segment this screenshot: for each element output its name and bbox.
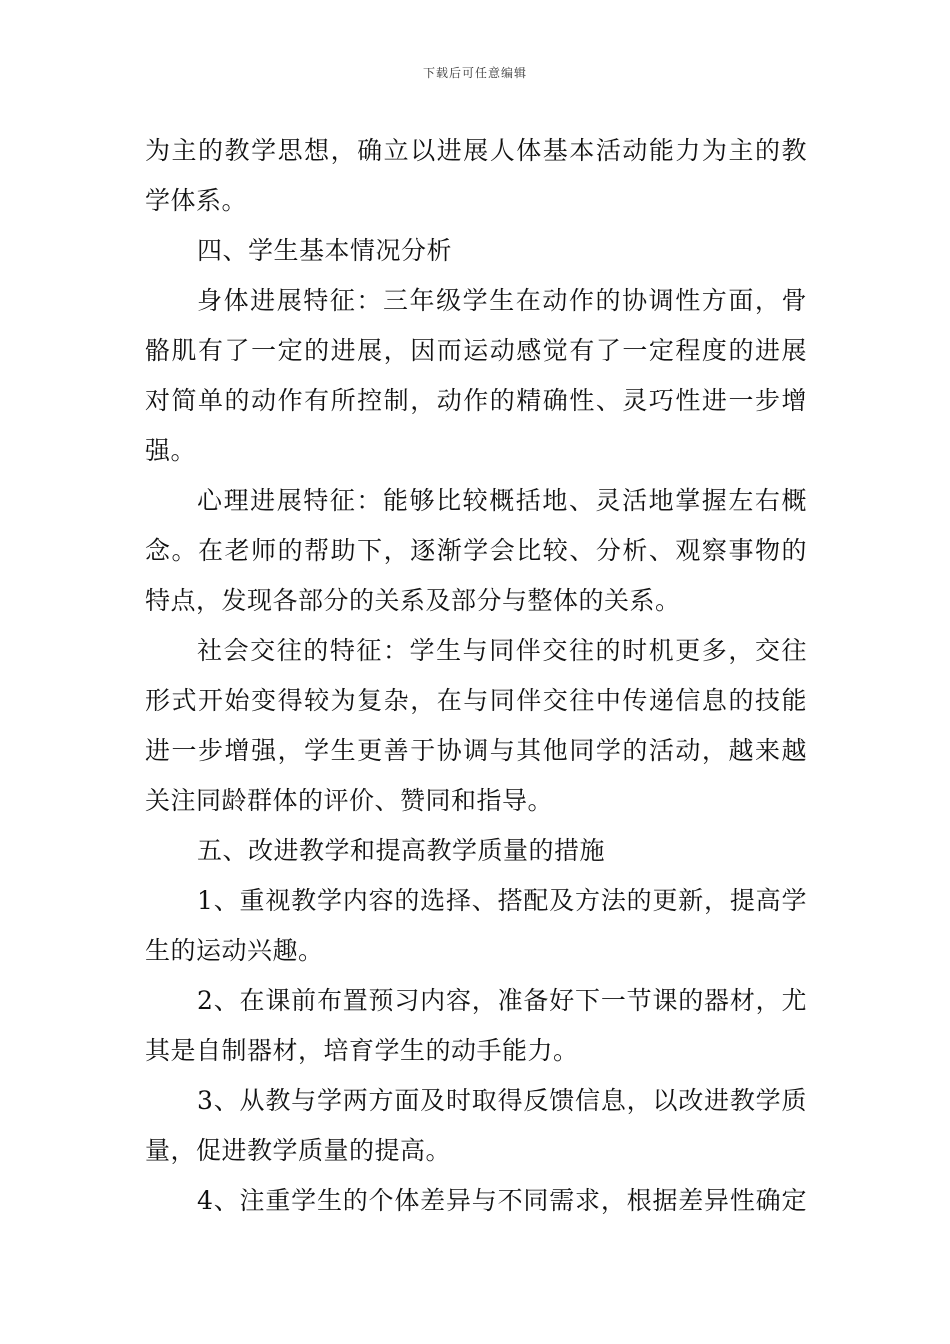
text-line: 特点，发现各部分的关系及部分与整体的关系。 (145, 586, 681, 615)
text-line: 其是自制器材，培育学生的动手能力。 (145, 1036, 579, 1065)
text-line: 学体系。 (145, 186, 248, 215)
text-line: 念。在老师的帮助下，逐渐学会比较、分析、观察事物的 (145, 536, 807, 565)
page-header: 下载后可任意编辑 (422, 66, 527, 80)
body-text (145, 126, 807, 1226)
text-line: 量，促进教学质量的提高。 (145, 1136, 452, 1165)
text-line: 3、从教与学两方面及时取得反馈信息，以改进教学质 (197, 1086, 807, 1115)
text-line: 4、注重学生的个体差异与不同需求，根据差异性确定 (197, 1186, 807, 1215)
text-line: 为主的教学思想，确立以进展人体基本活动能力为主的教 (145, 136, 807, 165)
text-line: 进一步增强，学生更善于协调与其他同学的活动，越来越 (145, 736, 807, 765)
text-line: 社会交往的特征：学生与同伴交往的时机更多，交往 (197, 636, 807, 665)
text-line: 生的运动兴趣。 (145, 936, 324, 965)
text-line: 2、在课前布置预习内容，准备好下一节课的器材，尤 (197, 986, 807, 1015)
text-line: 强。 (145, 436, 197, 465)
text-line: 心理进展特征：能够比较概括地、灵活地掌握左右概 (197, 486, 807, 515)
text-line: 对简单的动作有所控制，动作的精确性、灵巧性进一步增 (145, 386, 807, 415)
text-line: 关注同龄群体的评价、赞同和指导。 (145, 786, 554, 815)
text-line: 五、改进教学和提高教学质量的措施 (197, 836, 606, 865)
text-line: 形式开始变得较为复杂，在与同伴交往中传递信息的技能 (145, 686, 807, 715)
text-line: 骼肌有了一定的进展，因而运动感觉有了一定程度的进展 (145, 336, 807, 365)
text-line: 四、学生基本情况分析 (197, 236, 453, 265)
text-line: 1、重视教学内容的选择、搭配及方法的更新，提高学 (197, 886, 807, 915)
text-line: 身体进展特征：三年级学生在动作的协调性方面，骨 (197, 286, 807, 315)
